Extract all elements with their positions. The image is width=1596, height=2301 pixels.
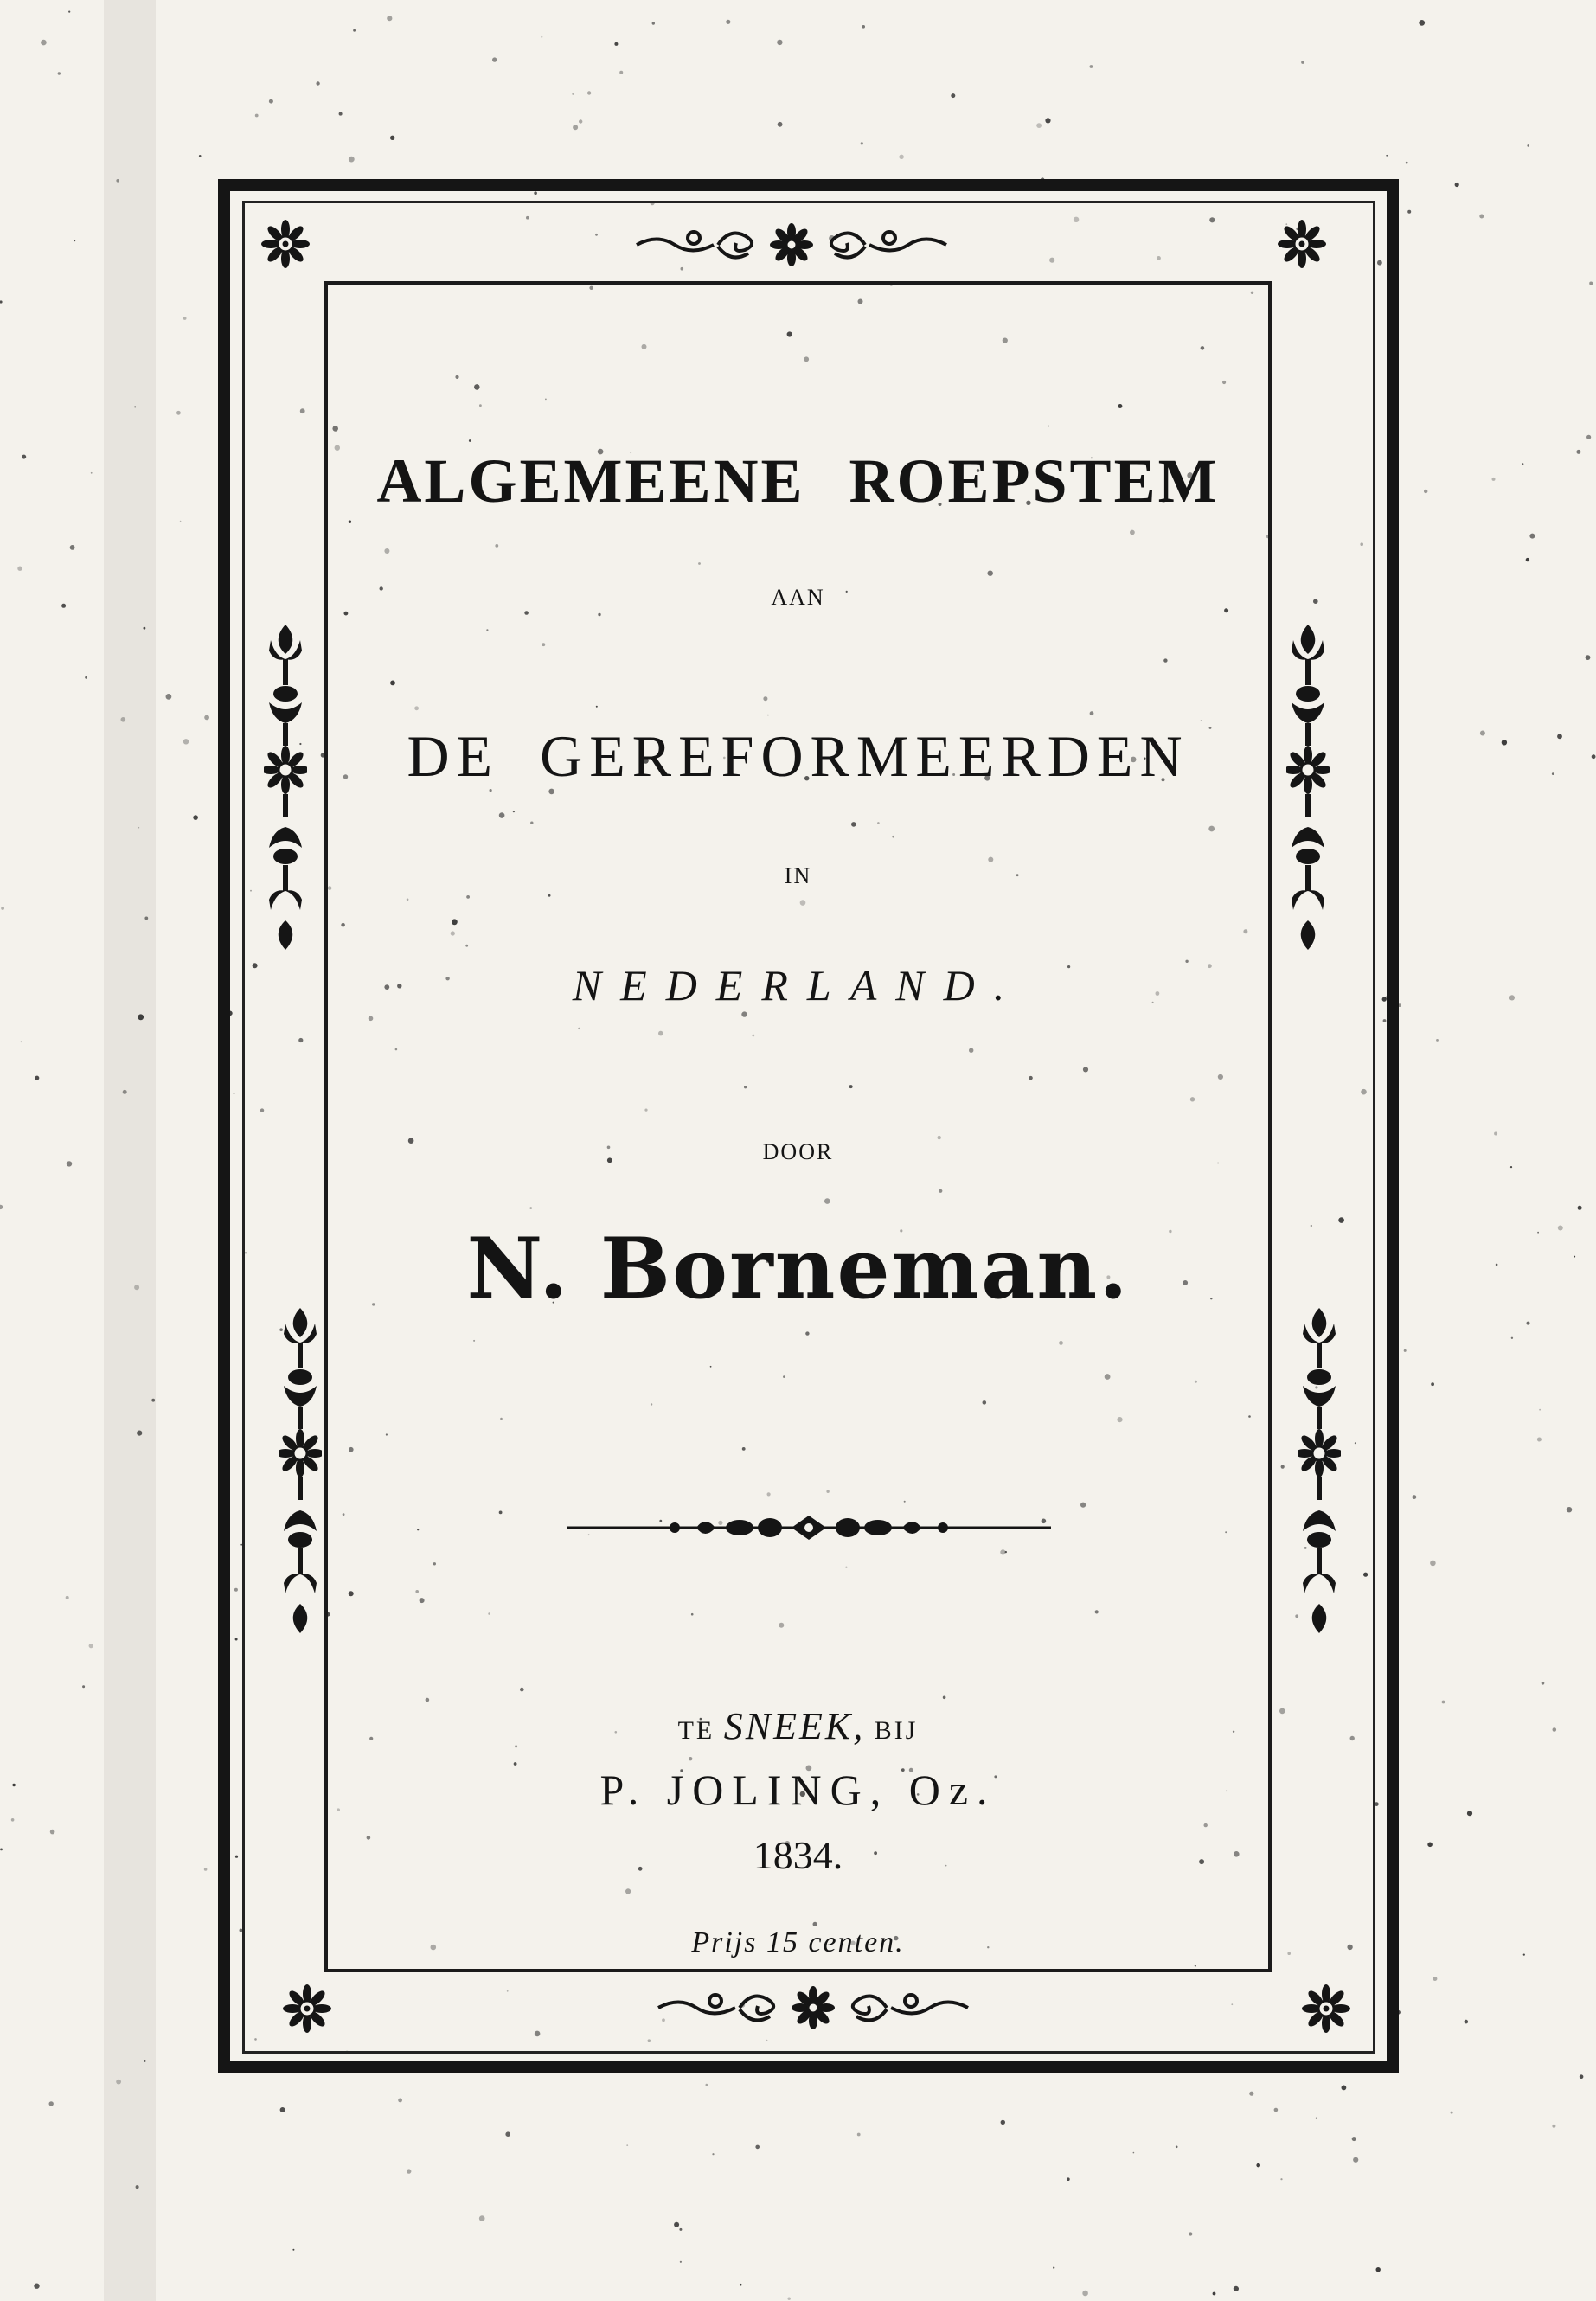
speckle	[1527, 144, 1529, 147]
speckle	[579, 119, 582, 123]
speckle	[1433, 1977, 1437, 1981]
speckle	[193, 815, 198, 820]
author-name: N. Borneman.	[466, 1220, 1130, 1317]
speckle	[22, 455, 26, 459]
speckle	[862, 25, 865, 29]
scroll-vignette-icon	[631, 218, 952, 272]
speckle	[1036, 123, 1042, 128]
speckle	[180, 521, 182, 522]
speckle	[0, 300, 3, 303]
speckle	[572, 93, 574, 95]
speckle	[1436, 1039, 1439, 1042]
speckle	[1492, 478, 1496, 481]
speckle	[1580, 2074, 1584, 2079]
palmette-column-icon	[264, 623, 307, 952]
speckle	[619, 71, 623, 74]
speckle	[1592, 754, 1596, 759]
speckle	[1578, 1206, 1582, 1210]
imprint-place	[324, 1704, 1272, 1748]
speckle	[1176, 2146, 1178, 2149]
speckle	[1522, 463, 1523, 465]
speckle	[390, 136, 394, 140]
speckle	[1537, 1232, 1539, 1234]
speckle	[1523, 1954, 1525, 1956]
speckle	[1502, 740, 1507, 745]
speckle	[1494, 1132, 1497, 1136]
speckle	[1082, 2291, 1088, 2297]
speckle	[1510, 1166, 1512, 1168]
speckle	[35, 1076, 39, 1080]
speckle	[116, 2080, 121, 2085]
speckle	[1274, 2108, 1279, 2112]
speckle	[1586, 435, 1591, 439]
speckle	[1527, 1322, 1530, 1325]
country-line: NEDERLAND.	[572, 961, 1024, 1009]
speckle	[1407, 210, 1411, 214]
speckle	[1539, 1409, 1541, 1411]
speckle	[1479, 215, 1484, 219]
speckle	[144, 2060, 146, 2062]
speckle	[144, 627, 146, 630]
speckle	[479, 2215, 485, 2221]
speckle	[68, 11, 70, 13]
speckle	[70, 545, 75, 550]
speckle	[349, 157, 355, 163]
speckle	[136, 2185, 139, 2189]
speckle	[1256, 2163, 1260, 2168]
speckle	[1509, 995, 1515, 1000]
speckle	[861, 142, 863, 144]
speckle	[137, 1431, 142, 1436]
speckle	[1455, 183, 1459, 187]
speckle	[1424, 490, 1427, 493]
price: Prijs 15 centen.	[691, 1926, 905, 1958]
rosette-icon	[1276, 218, 1328, 270]
connector-aan: AAN	[771, 585, 825, 610]
speckle	[1537, 1438, 1542, 1442]
speckle	[1, 907, 4, 910]
speckle	[1496, 1264, 1498, 1266]
page-edge-shadow	[104, 0, 156, 2301]
speckle	[1586, 655, 1591, 660]
speckle	[1442, 1701, 1445, 1704]
speckle	[587, 91, 591, 94]
speckle	[12, 1784, 15, 1786]
speckle	[269, 99, 273, 104]
speckle	[1352, 2137, 1356, 2141]
speckle	[726, 20, 730, 24]
speckle	[951, 93, 955, 98]
speckle	[1576, 450, 1580, 454]
speckle	[492, 57, 497, 61]
publisher: P. JOLING, Oz.	[599, 1766, 997, 1814]
speckle	[1552, 2125, 1555, 2128]
speckle	[777, 40, 782, 45]
speckle	[1386, 155, 1388, 157]
speckle	[183, 739, 189, 744]
speckle	[1567, 1507, 1572, 1512]
speckle	[134, 1285, 139, 1290]
speckle	[67, 1161, 72, 1166]
speckle	[121, 717, 126, 722]
speckle	[505, 2131, 510, 2137]
speckle	[292, 2249, 294, 2251]
speckle	[1342, 2086, 1347, 2091]
speckle	[82, 1685, 85, 1688]
palmette-column-icon	[1286, 623, 1330, 952]
speckle	[778, 122, 783, 127]
speckle	[183, 317, 187, 320]
speckle	[58, 72, 61, 74]
speckle	[680, 2261, 682, 2263]
rule-ornament-icon	[567, 1510, 1051, 1545]
speckle	[614, 42, 618, 46]
speckle	[706, 2084, 708, 2086]
speckle	[1427, 1843, 1433, 1848]
speckle	[1053, 2267, 1054, 2269]
speckle	[573, 125, 578, 130]
rosette-icon	[281, 1983, 333, 2035]
speckle	[740, 2284, 742, 2286]
speckle	[1465, 2020, 1469, 2024]
speckle	[61, 604, 66, 608]
speckle	[176, 411, 181, 415]
speckle	[0, 1205, 3, 1209]
speckle	[1404, 1349, 1407, 1352]
speckle	[1419, 20, 1425, 26]
speckle	[134, 406, 136, 407]
rosette-icon	[1300, 1983, 1352, 2035]
speckle	[1301, 61, 1304, 64]
speckle	[674, 2222, 679, 2227]
speckle	[49, 2101, 54, 2106]
speckle	[387, 16, 392, 21]
speckle	[1353, 2157, 1358, 2163]
speckle	[1553, 1727, 1557, 1732]
speckle	[34, 2284, 39, 2289]
subject-line: DE GEREFORMEERDEN	[407, 723, 1189, 789]
speckle	[199, 155, 202, 157]
speckle	[1552, 772, 1554, 775]
palmette-column-icon	[1298, 1306, 1341, 1635]
speckle	[339, 112, 343, 116]
speckle	[1529, 534, 1535, 539]
speckle	[280, 2107, 285, 2112]
speckle	[138, 827, 140, 829]
speckle	[0, 1849, 3, 1851]
speckle	[316, 81, 319, 85]
place-city: SNEEK,	[723, 1705, 866, 1747]
speckle	[1045, 118, 1050, 123]
palmette-column-icon	[279, 1306, 322, 1635]
speckle	[1558, 1226, 1563, 1231]
speckle	[21, 1042, 22, 1043]
speckle	[1467, 1811, 1472, 1816]
speckle	[755, 2145, 760, 2150]
speckle	[1480, 731, 1485, 736]
speckle	[1511, 1337, 1513, 1339]
speckle	[89, 1644, 93, 1648]
speckle	[788, 2298, 791, 2300]
speckle	[255, 114, 259, 118]
speckle	[85, 676, 87, 679]
speckle	[1316, 2118, 1317, 2119]
place-suffix: BIJ	[874, 1716, 919, 1745]
speckle	[407, 2169, 411, 2173]
speckle	[1189, 2232, 1192, 2235]
speckle	[1542, 1682, 1545, 1685]
speckle	[712, 2153, 714, 2155]
speckle	[1430, 1561, 1436, 1567]
speckle	[652, 22, 655, 24]
speckle	[1249, 2092, 1253, 2096]
speckle	[151, 1399, 155, 1402]
speckle	[1589, 282, 1593, 285]
speckle	[1376, 2267, 1381, 2272]
speckle	[204, 1868, 208, 1871]
speckle	[1413, 1495, 1417, 1499]
speckle	[1574, 1256, 1575, 1258]
speckle	[1213, 2292, 1216, 2296]
speckle	[66, 1596, 69, 1599]
speckle	[144, 917, 148, 920]
imprint-year: 1834.	[753, 1833, 843, 1877]
speckle	[1280, 2178, 1282, 2180]
speckle	[50, 1830, 55, 1835]
speckle	[1451, 2112, 1453, 2114]
speckle	[41, 40, 47, 46]
rosette-icon	[260, 218, 311, 270]
speckle	[91, 472, 93, 474]
speckle	[541, 36, 542, 38]
speckle	[1431, 1382, 1434, 1386]
speckle	[1001, 2120, 1005, 2125]
speckle	[626, 2144, 628, 2146]
speckle	[17, 567, 22, 571]
speckle	[1090, 65, 1093, 68]
speckle	[899, 155, 903, 159]
speckle	[1067, 2177, 1070, 2181]
speckle	[138, 1014, 144, 1020]
speckle	[166, 694, 172, 700]
speckle	[1406, 162, 1408, 164]
speckle	[1133, 2152, 1135, 2154]
speckle	[116, 179, 119, 183]
place-prefix: TE	[677, 1716, 715, 1745]
speckle	[857, 2133, 861, 2137]
title: ALGEMEENE ROEPSTEM	[376, 446, 1220, 516]
speckle	[353, 29, 356, 32]
scroll-vignette-icon	[653, 1981, 973, 2035]
speckle	[123, 1090, 127, 1094]
speckle	[398, 2099, 402, 2103]
speckle	[679, 2228, 682, 2231]
speckle	[11, 1818, 15, 1822]
speckle	[204, 715, 209, 721]
speckle	[1557, 734, 1562, 739]
connector-door: DOOR	[762, 1139, 834, 1164]
speckle	[1234, 2286, 1239, 2291]
speckle	[74, 240, 75, 241]
speckle	[1526, 558, 1529, 561]
connector-in: IN	[784, 863, 812, 888]
